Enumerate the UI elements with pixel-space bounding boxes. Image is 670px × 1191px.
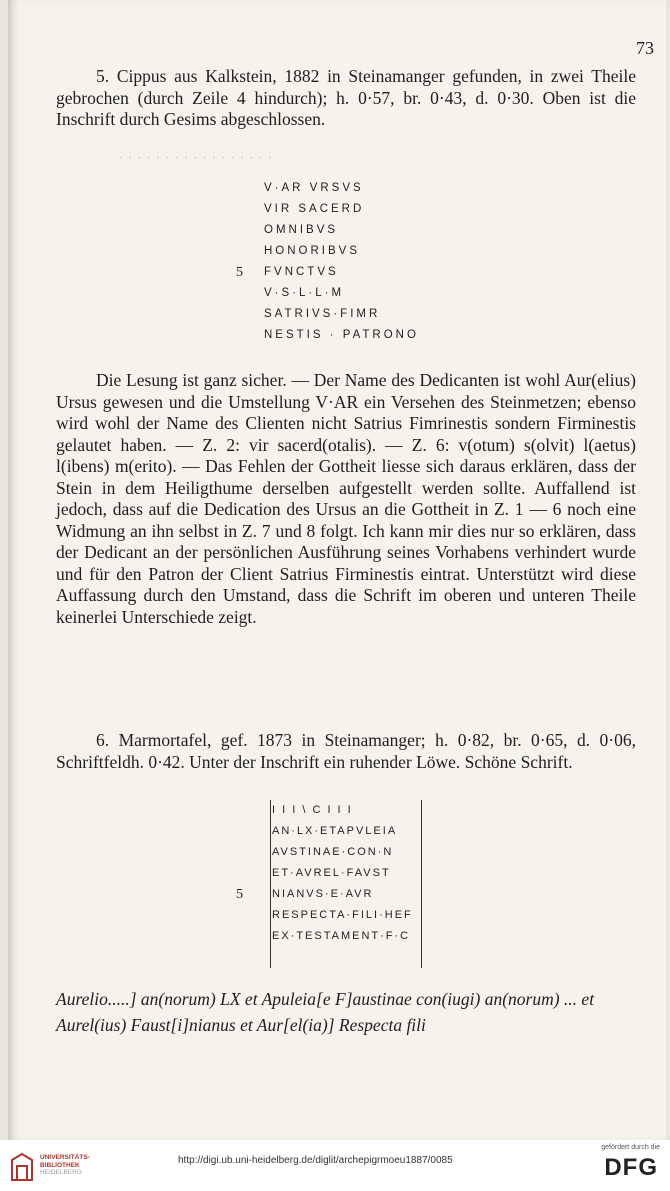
inscription-line (236, 926, 436, 947)
item5-commentary (56, 370, 636, 628)
inscription-line (236, 262, 496, 283)
document-url[interactable]: http://digi.ub.uni-heidelberg.de/diglit/archepigrmoeu1887/0085 (178, 1155, 453, 1166)
inscription-text: NESTIS · PATRONO (264, 329, 419, 341)
inscription-text: V·AR VRSVS (264, 182, 364, 194)
inscription-5 (236, 178, 496, 346)
inscription-line (236, 283, 496, 304)
inscription-text: VIR SACERD (264, 203, 365, 215)
inscription-line (236, 325, 496, 346)
item6-heading (56, 730, 636, 773)
logo-line-1: UNIVERSITÄTS- (40, 1154, 90, 1161)
inscription-line (236, 863, 436, 884)
inscription-line (236, 800, 436, 821)
inscription-text: ET·AVREL·FAVST (272, 867, 391, 879)
item5-heading (56, 66, 636, 131)
inscription-line (236, 842, 436, 863)
inscription-line (236, 821, 436, 842)
inscription-line (236, 178, 496, 199)
inscription-line (236, 884, 436, 905)
inscription-text: AVSTINAE·CON·N (272, 846, 394, 858)
inscription-text: I I I \ C I I I (272, 804, 353, 816)
inscription-text: V·S·L·L·M (264, 287, 345, 299)
inscription-line (236, 241, 496, 262)
scanned-page (8, 0, 666, 1140)
bleed-through-text: · · · · · · · · · · · · · · · · · (118, 150, 273, 167)
university-library-logo-icon (8, 1152, 36, 1182)
inscription-line (236, 199, 496, 220)
line-number: 5 (236, 265, 243, 280)
inscription-line (236, 220, 496, 241)
logo-line-3: HEIDELBERG (40, 1169, 82, 1176)
inscription-text: FVNCTVS (264, 266, 339, 278)
inscription-text: RESPECTA·FILI·HEF (272, 909, 413, 921)
line-number: 5 (236, 887, 243, 902)
inscription-line (236, 905, 436, 926)
inscription-text: EX·TESTAMENT·F·C (272, 930, 411, 942)
library-name (40, 1154, 90, 1177)
dfg-logo: DFG (604, 1154, 658, 1181)
inscription-text: NIANVS·E·AVR (272, 888, 374, 900)
item5-commentary-text: Die Lesung ist ganz sicher. — Der Name des Dedicanten ist wohl Aur(elius) Ursus gewesen und die Umstellung V·AR ein Versehen des Steinmetzen; ebenso wird wohl der Name des Clienten nicht Satrius Fimrinestis sondern Firminestis gelautet haben. — Z. 2: vir sacerd(otalis). — Z. 6: v(otum) s(olvit) l(aetus) l(ibens) m(erito). — Das Fehlen der Gottheit liesse sich daraus erklären, dass der Stein in dem Heiligthume derselben aufgestellt werden sollte. Auffallend ist jedoch, dass auf die Dedication des Ursus an die Gottheit in Z. 1 — 6 noch eine Widmung an ihn selbst in Z. 7 und 8 folgt. Ich kann mir dies nur so erklären, dass der Dedicant an der persönlichen Ausführung seines Vorhabens verhindert wurde und für den Patron der Client Satrius Firminestis eintrat. Unterstützt wird diese Auffassung durch den Umstand, dass die Schrift im oberen und unteren Theile keinerlei Unterschiede zeigt. (56, 370, 636, 627)
funded-by-label: gefördert durch die (601, 1144, 660, 1151)
footer (0, 1140, 670, 1191)
item6-translation: Aurelio.....] an(norum) LX et Apuleia[e F]austinae con(iugi) an(norum) ... et Aurel(ius) Faust[i]nianus et Aur[el(ia)] Respecta fili (56, 989, 595, 1035)
inscription-text: SATRIVS·FIMR (264, 308, 381, 320)
inscription-text: AN·LX·ETAPVLEIA (272, 825, 398, 837)
item5-heading-text: 5. Cippus aus Kalkstein, 1882 in Steinamanger gefunden, in zwei Theile gebrochen (durch Zeile 4 hindurch); h. 0·57, br. 0·43, d. 0·30. Oben ist die Inschrift durch Gesims abgeschlossen. (56, 66, 636, 129)
item6-heading-text: 6. Marmortafel, gef. 1873 in Steinamanger; h. 0·82, br. 0·65, d. 0·06, Schriftfeldh. 0·42. Unter der Inschrift ein ruhender Löwe. Schöne Schrift. (56, 730, 636, 772)
inscription-line (236, 304, 496, 325)
inscription-text: OMNIBVS (264, 224, 339, 236)
page-number: 73 (636, 38, 654, 58)
inscription-6 (236, 800, 436, 947)
inscription-text: HONORIBVS (264, 245, 361, 257)
logo-line-2: BIBLIOTHEK (40, 1161, 80, 1169)
